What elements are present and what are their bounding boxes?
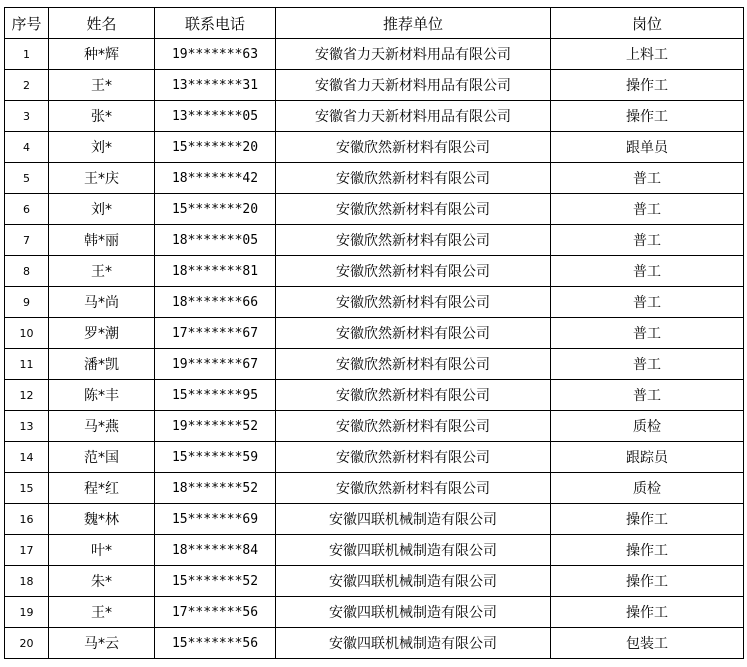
cell-post: 操作工 [551,504,744,535]
table-row [5,70,744,101]
table-body [5,39,744,659]
header-name: 姓名 [49,8,155,39]
cell-unit: 安徽省力天新材料用品有限公司 [276,101,551,132]
cell-post: 普工 [551,256,744,287]
cell-unit: 安徽欣然新材料有限公司 [276,132,551,163]
table-row [5,566,744,597]
cell-phone: 19*******63 [155,39,276,70]
cell-name: 陈*丰 [49,380,155,411]
table-row [5,318,744,349]
cell-post: 普工 [551,380,744,411]
cell-index: 4 [5,132,49,163]
cell-unit: 安徽省力天新材料用品有限公司 [276,70,551,101]
cell-name: 刘* [49,132,155,163]
cell-phone: 19*******67 [155,349,276,380]
table-row [5,380,744,411]
cell-post: 上料工 [551,39,744,70]
cell-name: 马*尚 [49,287,155,318]
cell-unit: 安徽欣然新材料有限公司 [276,349,551,380]
header-phone: 联系电话 [155,8,276,39]
cell-unit: 安徽省力天新材料用品有限公司 [276,39,551,70]
cell-index: 11 [5,349,49,380]
cell-post: 质检 [551,411,744,442]
cell-post: 操作工 [551,535,744,566]
cell-index: 3 [5,101,49,132]
table-row [5,411,744,442]
cell-post: 操作工 [551,70,744,101]
cell-name: 魏*林 [49,504,155,535]
cell-index: 18 [5,566,49,597]
cell-post: 普工 [551,318,744,349]
cell-name: 罗*潮 [49,318,155,349]
cell-phone: 15*******56 [155,628,276,659]
cell-name: 王* [49,256,155,287]
cell-name: 朱* [49,566,155,597]
cell-phone: 18*******42 [155,163,276,194]
cell-index: 19 [5,597,49,628]
cell-name: 张* [49,101,155,132]
cell-unit: 安徽欣然新材料有限公司 [276,256,551,287]
table-row [5,628,744,659]
table-row [5,442,744,473]
cell-name: 马*云 [49,628,155,659]
header-unit: 推荐单位 [276,8,551,39]
cell-name: 王* [49,597,155,628]
cell-name: 潘*凯 [49,349,155,380]
cell-phone: 15*******20 [155,132,276,163]
cell-index: 17 [5,535,49,566]
cell-name: 韩*丽 [49,225,155,256]
cell-unit: 安徽四联机械制造有限公司 [276,628,551,659]
cell-index: 16 [5,504,49,535]
table-row [5,101,744,132]
cell-phone: 18*******52 [155,473,276,504]
cell-unit: 安徽欣然新材料有限公司 [276,411,551,442]
cell-name: 刘* [49,194,155,225]
cell-index: 2 [5,70,49,101]
table-row [5,535,744,566]
cell-phone: 18*******84 [155,535,276,566]
cell-post: 跟踪员 [551,442,744,473]
cell-unit: 安徽欣然新材料有限公司 [276,163,551,194]
cell-index: 9 [5,287,49,318]
cell-index: 12 [5,380,49,411]
cell-unit: 安徽欣然新材料有限公司 [276,442,551,473]
cell-post: 普工 [551,194,744,225]
header-post: 岗位 [551,8,744,39]
cell-post: 操作工 [551,566,744,597]
table-row [5,287,744,318]
recommendation-table [4,7,744,659]
cell-index: 15 [5,473,49,504]
cell-index: 6 [5,194,49,225]
table-header-row [5,8,744,39]
cell-post: 包装工 [551,628,744,659]
cell-unit: 安徽四联机械制造有限公司 [276,566,551,597]
table-row [5,194,744,225]
cell-name: 王* [49,70,155,101]
cell-index: 20 [5,628,49,659]
cell-index: 1 [5,39,49,70]
cell-name: 程*红 [49,473,155,504]
cell-index: 8 [5,256,49,287]
cell-name: 叶* [49,535,155,566]
cell-phone: 13*******05 [155,101,276,132]
cell-phone: 19*******52 [155,411,276,442]
cell-name: 马*燕 [49,411,155,442]
cell-phone: 13*******31 [155,70,276,101]
cell-phone: 15*******69 [155,504,276,535]
cell-unit: 安徽四联机械制造有限公司 [276,535,551,566]
table-row [5,473,744,504]
table-row [5,349,744,380]
cell-phone: 18*******05 [155,225,276,256]
cell-phone: 18*******81 [155,256,276,287]
table-row [5,256,744,287]
cell-unit: 安徽欣然新材料有限公司 [276,473,551,504]
cell-index: 5 [5,163,49,194]
cell-index: 7 [5,225,49,256]
cell-phone: 17*******67 [155,318,276,349]
cell-unit: 安徽欣然新材料有限公司 [276,380,551,411]
cell-post: 普工 [551,225,744,256]
cell-unit: 安徽欣然新材料有限公司 [276,225,551,256]
cell-phone: 15*******95 [155,380,276,411]
table-row [5,597,744,628]
cell-name: 种*辉 [49,39,155,70]
table-row [5,163,744,194]
cell-post: 普工 [551,163,744,194]
cell-phone: 17*******56 [155,597,276,628]
cell-post: 操作工 [551,101,744,132]
cell-unit: 安徽欣然新材料有限公司 [276,287,551,318]
table-row [5,132,744,163]
cell-post: 质检 [551,473,744,504]
cell-name: 范*国 [49,442,155,473]
cell-post: 普工 [551,287,744,318]
cell-unit: 安徽欣然新材料有限公司 [276,318,551,349]
table-row [5,225,744,256]
table-row [5,504,744,535]
cell-unit: 安徽欣然新材料有限公司 [276,194,551,225]
cell-post: 操作工 [551,597,744,628]
cell-index: 10 [5,318,49,349]
header-index: 序号 [5,8,49,39]
cell-unit: 安徽四联机械制造有限公司 [276,597,551,628]
cell-post: 跟单员 [551,132,744,163]
cell-phone: 15*******20 [155,194,276,225]
cell-phone: 18*******66 [155,287,276,318]
cell-phone: 15*******59 [155,442,276,473]
cell-post: 普工 [551,349,744,380]
cell-index: 14 [5,442,49,473]
cell-name: 王*庆 [49,163,155,194]
cell-phone: 15*******52 [155,566,276,597]
cell-unit: 安徽四联机械制造有限公司 [276,504,551,535]
cell-index: 13 [5,411,49,442]
table-row [5,39,744,70]
